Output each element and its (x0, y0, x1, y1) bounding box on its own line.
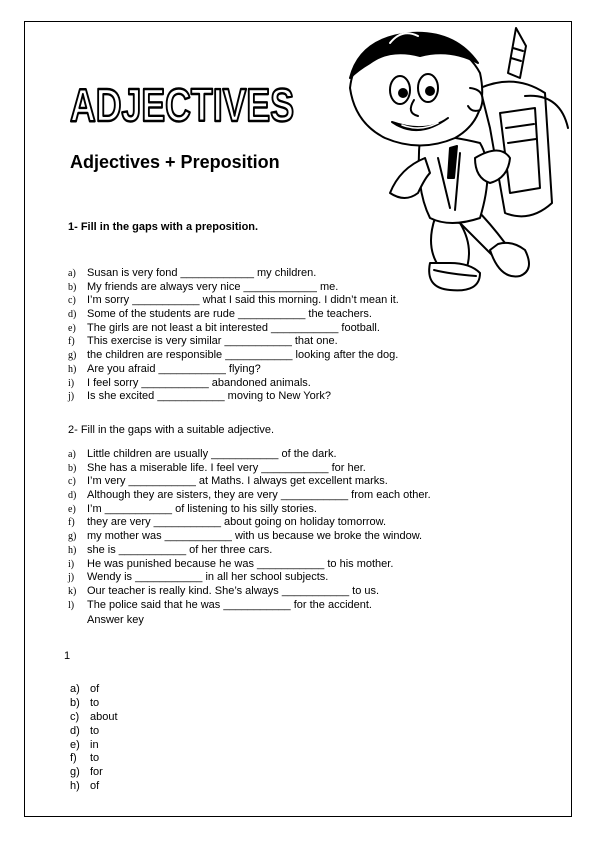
answer-letter: e) (70, 738, 80, 751)
answer-text: to (90, 724, 100, 737)
answer-text: to (90, 752, 100, 765)
item-letter: f) (68, 517, 75, 529)
item-letter: a) (68, 449, 76, 460)
hero-title-graphic (68, 78, 298, 131)
item-letter: f) (68, 336, 75, 348)
hero-title (68, 78, 298, 131)
item-letter: j) (68, 572, 75, 584)
item-text: She has a miserable life. I feel very ___________ for her. (87, 461, 366, 474)
schoolboy-with-backpack-and-pencil-icon (330, 18, 575, 298)
item-letter: i) (68, 377, 75, 389)
item-text: Some of the students are rude ___________ the teachers. (87, 308, 372, 321)
item-text: This exercise is very similar ___________ that one. (87, 335, 338, 348)
item-text: Our teacher is really kind. She’s always ___________ to us. (87, 584, 380, 597)
answer-letter: d) (70, 724, 80, 737)
answer-letter: g) (70, 766, 80, 779)
item-text: I’m sorry ___________ what I said this morning. I didn’t mean it. (87, 294, 399, 307)
item-text: Although they are sisters, they are very ___________ from each other. (87, 489, 431, 502)
item-letter: d) (68, 490, 77, 502)
item-text: they are very ___________ about going on holiday tomorrow. (87, 516, 387, 529)
answer-letter: b) (70, 696, 80, 709)
item-text: I feel sorry ___________ abandoned animals. (87, 376, 311, 389)
answer-letter: c) (70, 710, 80, 723)
hero-title-text: ADJECTIVES (70, 79, 294, 131)
item-text: The police said that he was ___________ for the accident. (87, 598, 372, 611)
page-subtitle: Adjectives + Preposition (70, 152, 280, 172)
item-text: The girls are not least a bit interested ___________ football. (87, 321, 380, 334)
item-letter: i) (68, 558, 75, 570)
item-letter: j) (68, 391, 75, 403)
section2-heading: 2- Fill in the gaps with a suitable adjective. (68, 424, 275, 436)
item-text: Little children are usually ___________ of the dark. (87, 448, 337, 460)
answer-text: for (90, 766, 103, 779)
answer-letter: a) (70, 683, 80, 695)
answer-text: about (90, 710, 118, 723)
item-letter: d) (68, 309, 77, 321)
item-text: I’m ___________ of listening to his silly stories. (87, 502, 317, 515)
answer-text: of (90, 683, 100, 695)
item-text: she is ___________ of her three cars. (87, 543, 273, 556)
item-text: Susan is very fond ____________ my children. (87, 267, 317, 279)
item-letter: e) (68, 322, 76, 334)
answer-text: in (90, 738, 99, 751)
item-letter: k) (68, 585, 77, 597)
answer-key-number: 1 (64, 650, 71, 662)
answer-key-label: Answer key (87, 614, 144, 626)
answer-text: to (90, 696, 100, 709)
mascot-illustration (330, 18, 575, 298)
item-letter: b) (68, 462, 77, 474)
answer-letter: h) (70, 780, 80, 793)
item-text: My friends are always very nice ____________ me. (87, 280, 339, 293)
item-letter: g) (68, 531, 77, 543)
item-letter: c) (68, 476, 76, 488)
item-letter: g) (68, 350, 77, 362)
item-letter: l) (68, 599, 75, 611)
item-text: He was punished because he was ___________ to his mother. (87, 557, 394, 570)
item-text: the children are responsible ___________ looking after the dog. (87, 349, 399, 362)
item-letter: h) (68, 363, 77, 375)
item-text: Are you afraid ___________ flying? (87, 362, 261, 375)
item-letter: b) (68, 281, 77, 293)
item-text: Is she excited ___________ moving to New York? (87, 390, 331, 403)
section1-heading: 1- Fill in the gaps with a preposition. (68, 221, 259, 233)
answer-letter: f) (70, 752, 77, 765)
item-text: I’m very ___________ at Maths. I always get excellent marks. (87, 475, 388, 488)
item-text: my mother was ___________ with us because we broke the window. (87, 530, 423, 543)
item-letter: e) (68, 503, 76, 515)
item-letter: a) (68, 268, 76, 279)
item-letter: h) (68, 544, 77, 556)
item-text: Wendy is ___________ in all her school subjects. (87, 571, 329, 584)
item-letter: c) (68, 295, 76, 307)
answer-text: of (90, 780, 100, 793)
